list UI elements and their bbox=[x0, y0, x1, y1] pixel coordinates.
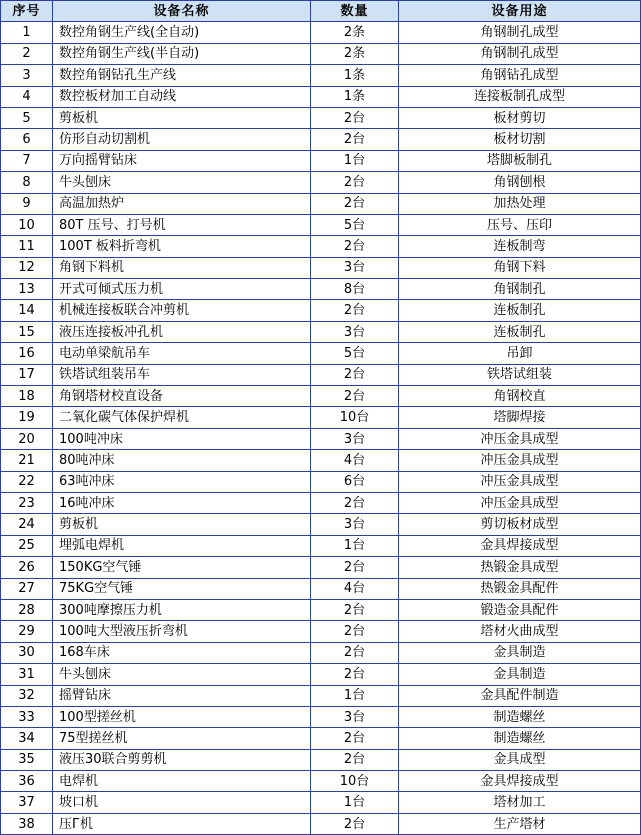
cell-purpose: 角钢钻孔成型 bbox=[399, 65, 641, 86]
cell-quantity: 10台 bbox=[311, 771, 399, 792]
cell-name: 牛头刨床 bbox=[53, 172, 311, 193]
table-row bbox=[1, 236, 641, 257]
cell-name: 80T 压号、打号机 bbox=[53, 214, 311, 235]
table-row bbox=[1, 428, 641, 449]
cell-purpose: 连板制孔 bbox=[399, 321, 641, 342]
table-row bbox=[1, 813, 641, 834]
cell-purpose: 加热处理 bbox=[399, 193, 641, 214]
cell-purpose: 金具焊接成型 bbox=[399, 771, 641, 792]
cell-purpose: 塔脚板制孔 bbox=[399, 150, 641, 171]
cell-quantity: 2台 bbox=[311, 193, 399, 214]
table-row bbox=[1, 86, 641, 107]
table-header-row bbox=[1, 1, 641, 22]
cell-purpose: 冲压金具成型 bbox=[399, 471, 641, 492]
cell-index: 36 bbox=[1, 771, 53, 792]
cell-purpose: 剪切板材成型 bbox=[399, 514, 641, 535]
cell-name: 高温加热炉 bbox=[53, 193, 311, 214]
table-row bbox=[1, 172, 641, 193]
cell-index: 1 bbox=[1, 22, 53, 43]
cell-index: 30 bbox=[1, 642, 53, 663]
cell-index: 21 bbox=[1, 450, 53, 471]
cell-name: 数控角钢生产线(全自动) bbox=[53, 22, 311, 43]
cell-index: 18 bbox=[1, 386, 53, 407]
cell-purpose: 角钢制孔 bbox=[399, 279, 641, 300]
cell-index: 5 bbox=[1, 107, 53, 128]
cell-name: 埋弧电焊机 bbox=[53, 535, 311, 556]
cell-purpose: 塔材加工 bbox=[399, 792, 641, 813]
cell-index: 10 bbox=[1, 214, 53, 235]
table-row bbox=[1, 578, 641, 599]
cell-index: 19 bbox=[1, 407, 53, 428]
cell-purpose: 连板制弯 bbox=[399, 236, 641, 257]
cell-name: 100吨大型液压折弯机 bbox=[53, 621, 311, 642]
table-row bbox=[1, 22, 641, 43]
cell-purpose: 塔材火曲成型 bbox=[399, 621, 641, 642]
table-row bbox=[1, 257, 641, 278]
cell-quantity: 3台 bbox=[311, 257, 399, 278]
cell-name: 63吨冲床 bbox=[53, 471, 311, 492]
cell-name: 坡口机 bbox=[53, 792, 311, 813]
cell-purpose: 冲压金具成型 bbox=[399, 450, 641, 471]
cell-purpose: 金具成型 bbox=[399, 749, 641, 770]
cell-quantity: 2条 bbox=[311, 43, 399, 64]
table-row bbox=[1, 685, 641, 706]
cell-purpose: 生产塔材 bbox=[399, 813, 641, 834]
cell-name: 电动单梁航吊车 bbox=[53, 343, 311, 364]
column-header-purpose: 设备用途 bbox=[399, 1, 641, 22]
cell-purpose: 压号、压印 bbox=[399, 214, 641, 235]
cell-purpose: 板材剪切 bbox=[399, 107, 641, 128]
cell-name: 100T 板料折弯机 bbox=[53, 236, 311, 257]
column-header-quantity: 数量 bbox=[311, 1, 399, 22]
cell-quantity: 1条 bbox=[311, 65, 399, 86]
cell-index: 38 bbox=[1, 813, 53, 834]
cell-index: 20 bbox=[1, 428, 53, 449]
cell-index: 2 bbox=[1, 43, 53, 64]
table-row bbox=[1, 492, 641, 513]
cell-quantity: 2台 bbox=[311, 129, 399, 150]
table-row bbox=[1, 706, 641, 727]
cell-name: 数控板材加工自动线 bbox=[53, 86, 311, 107]
table-row bbox=[1, 343, 641, 364]
cell-name: 电焊机 bbox=[53, 771, 311, 792]
cell-name: 二氧化碳气体保护焊机 bbox=[53, 407, 311, 428]
cell-index: 33 bbox=[1, 706, 53, 727]
cell-quantity: 2台 bbox=[311, 749, 399, 770]
table-row bbox=[1, 321, 641, 342]
table-row bbox=[1, 471, 641, 492]
cell-quantity: 2台 bbox=[311, 621, 399, 642]
cell-purpose: 冲压金具成型 bbox=[399, 492, 641, 513]
cell-name: 数控角钢生产线(半自动) bbox=[53, 43, 311, 64]
cell-index: 6 bbox=[1, 129, 53, 150]
cell-quantity: 1台 bbox=[311, 685, 399, 706]
cell-quantity: 2台 bbox=[311, 236, 399, 257]
cell-index: 4 bbox=[1, 86, 53, 107]
cell-quantity: 6台 bbox=[311, 471, 399, 492]
cell-name: 剪板机 bbox=[53, 514, 311, 535]
cell-name: 仿形自动切割机 bbox=[53, 129, 311, 150]
cell-quantity: 2台 bbox=[311, 107, 399, 128]
cell-name: 16吨冲床 bbox=[53, 492, 311, 513]
cell-index: 32 bbox=[1, 685, 53, 706]
cell-purpose: 吊卸 bbox=[399, 343, 641, 364]
cell-name: 80吨冲床 bbox=[53, 450, 311, 471]
cell-purpose: 角钢下料 bbox=[399, 257, 641, 278]
cell-quantity: 4台 bbox=[311, 578, 399, 599]
cell-index: 8 bbox=[1, 172, 53, 193]
table-row bbox=[1, 728, 641, 749]
cell-quantity: 2台 bbox=[311, 664, 399, 685]
cell-name: 150KG空气锤 bbox=[53, 557, 311, 578]
table-row bbox=[1, 664, 641, 685]
cell-name: 角钢下料机 bbox=[53, 257, 311, 278]
cell-name: 剪板机 bbox=[53, 107, 311, 128]
cell-index: 24 bbox=[1, 514, 53, 535]
cell-index: 29 bbox=[1, 621, 53, 642]
cell-purpose: 角钢刨根 bbox=[399, 172, 641, 193]
cell-purpose: 角钢制孔成型 bbox=[399, 22, 641, 43]
cell-name: 开式可倾式压力机 bbox=[53, 279, 311, 300]
cell-purpose: 板材切割 bbox=[399, 129, 641, 150]
table-row bbox=[1, 535, 641, 556]
table-row bbox=[1, 214, 641, 235]
cell-purpose: 角钢制孔成型 bbox=[399, 43, 641, 64]
cell-index: 23 bbox=[1, 492, 53, 513]
cell-name: 300吨摩擦压力机 bbox=[53, 599, 311, 620]
cell-quantity: 1台 bbox=[311, 535, 399, 556]
table-row bbox=[1, 621, 641, 642]
cell-quantity: 2台 bbox=[311, 557, 399, 578]
cell-name: 铁塔试组装吊车 bbox=[53, 364, 311, 385]
column-header-name: 设备名称 bbox=[53, 1, 311, 22]
cell-name: 75型搓丝机 bbox=[53, 728, 311, 749]
cell-index: 26 bbox=[1, 557, 53, 578]
cell-quantity: 1台 bbox=[311, 792, 399, 813]
cell-quantity: 2条 bbox=[311, 22, 399, 43]
cell-index: 31 bbox=[1, 664, 53, 685]
cell-quantity: 2台 bbox=[311, 642, 399, 663]
cell-index: 16 bbox=[1, 343, 53, 364]
cell-name: 机械连接板联合冲剪机 bbox=[53, 300, 311, 321]
cell-name: 100型搓丝机 bbox=[53, 706, 311, 727]
cell-quantity: 8台 bbox=[311, 279, 399, 300]
cell-purpose: 连板制孔 bbox=[399, 300, 641, 321]
cell-quantity: 2台 bbox=[311, 492, 399, 513]
cell-purpose: 制造螺丝 bbox=[399, 728, 641, 749]
cell-purpose: 连接板制孔成型 bbox=[399, 86, 641, 107]
cell-quantity: 5台 bbox=[311, 343, 399, 364]
column-header-index: 序号 bbox=[1, 1, 53, 22]
table-row bbox=[1, 514, 641, 535]
cell-index: 11 bbox=[1, 236, 53, 257]
cell-index: 9 bbox=[1, 193, 53, 214]
cell-index: 14 bbox=[1, 300, 53, 321]
table-row bbox=[1, 450, 641, 471]
cell-purpose: 锻造金具配件 bbox=[399, 599, 641, 620]
cell-name: 牛头刨床 bbox=[53, 664, 311, 685]
cell-purpose: 铁塔试组装 bbox=[399, 364, 641, 385]
cell-quantity: 2台 bbox=[311, 386, 399, 407]
table-row bbox=[1, 300, 641, 321]
cell-quantity: 2台 bbox=[311, 599, 399, 620]
cell-name: 摇臂钻床 bbox=[53, 685, 311, 706]
cell-quantity: 3台 bbox=[311, 514, 399, 535]
cell-index: 25 bbox=[1, 535, 53, 556]
table-header bbox=[1, 1, 641, 22]
cell-quantity: 5台 bbox=[311, 214, 399, 235]
cell-index: 35 bbox=[1, 749, 53, 770]
cell-purpose: 热锻金具成型 bbox=[399, 557, 641, 578]
cell-quantity: 2台 bbox=[311, 364, 399, 385]
cell-name: 100吨冲床 bbox=[53, 428, 311, 449]
cell-name: 液压30联合剪剪机 bbox=[53, 749, 311, 770]
cell-purpose: 金具制造 bbox=[399, 664, 641, 685]
cell-quantity: 2台 bbox=[311, 813, 399, 834]
table-row bbox=[1, 792, 641, 813]
table-row bbox=[1, 279, 641, 300]
cell-quantity: 1台 bbox=[311, 150, 399, 171]
cell-purpose: 金具配件制造 bbox=[399, 685, 641, 706]
cell-index: 34 bbox=[1, 728, 53, 749]
cell-name: 168车床 bbox=[53, 642, 311, 663]
table-row bbox=[1, 193, 641, 214]
cell-index: 17 bbox=[1, 364, 53, 385]
cell-quantity: 1条 bbox=[311, 86, 399, 107]
table-row bbox=[1, 407, 641, 428]
cell-quantity: 10台 bbox=[311, 407, 399, 428]
table-row bbox=[1, 386, 641, 407]
table-row bbox=[1, 557, 641, 578]
cell-purpose: 冲压金具成型 bbox=[399, 428, 641, 449]
cell-index: 27 bbox=[1, 578, 53, 599]
table-row bbox=[1, 771, 641, 792]
cell-purpose: 制造螺丝 bbox=[399, 706, 641, 727]
table-row bbox=[1, 43, 641, 64]
table-row bbox=[1, 129, 641, 150]
cell-index: 28 bbox=[1, 599, 53, 620]
cell-quantity: 3台 bbox=[311, 321, 399, 342]
cell-index: 7 bbox=[1, 150, 53, 171]
cell-name: 万向摇臂钻床 bbox=[53, 150, 311, 171]
table-row bbox=[1, 642, 641, 663]
cell-purpose: 角钢校直 bbox=[399, 386, 641, 407]
table-row bbox=[1, 599, 641, 620]
table-row bbox=[1, 150, 641, 171]
table-row bbox=[1, 749, 641, 770]
cell-index: 13 bbox=[1, 279, 53, 300]
cell-purpose: 金具制造 bbox=[399, 642, 641, 663]
cell-quantity: 2台 bbox=[311, 300, 399, 321]
cell-quantity: 2台 bbox=[311, 728, 399, 749]
table-row bbox=[1, 65, 641, 86]
cell-name: 角钢塔材校直设备 bbox=[53, 386, 311, 407]
cell-purpose: 热锻金具配件 bbox=[399, 578, 641, 599]
table-row bbox=[1, 107, 641, 128]
cell-purpose: 塔脚焊接 bbox=[399, 407, 641, 428]
cell-name: 液压连接板冲孔机 bbox=[53, 321, 311, 342]
cell-quantity: 3台 bbox=[311, 706, 399, 727]
table-row bbox=[1, 364, 641, 385]
cell-quantity: 4台 bbox=[311, 450, 399, 471]
cell-index: 37 bbox=[1, 792, 53, 813]
cell-quantity: 3台 bbox=[311, 428, 399, 449]
cell-index: 12 bbox=[1, 257, 53, 278]
cell-name: 压Г机 bbox=[53, 813, 311, 834]
cell-quantity: 2台 bbox=[311, 172, 399, 193]
cell-index: 22 bbox=[1, 471, 53, 492]
cell-name: 75KG空气锤 bbox=[53, 578, 311, 599]
cell-purpose: 金具焊接成型 bbox=[399, 535, 641, 556]
cell-index: 15 bbox=[1, 321, 53, 342]
table-body bbox=[1, 22, 641, 835]
cell-index: 3 bbox=[1, 65, 53, 86]
cell-name: 数控角钢钻孔生产线 bbox=[53, 65, 311, 86]
